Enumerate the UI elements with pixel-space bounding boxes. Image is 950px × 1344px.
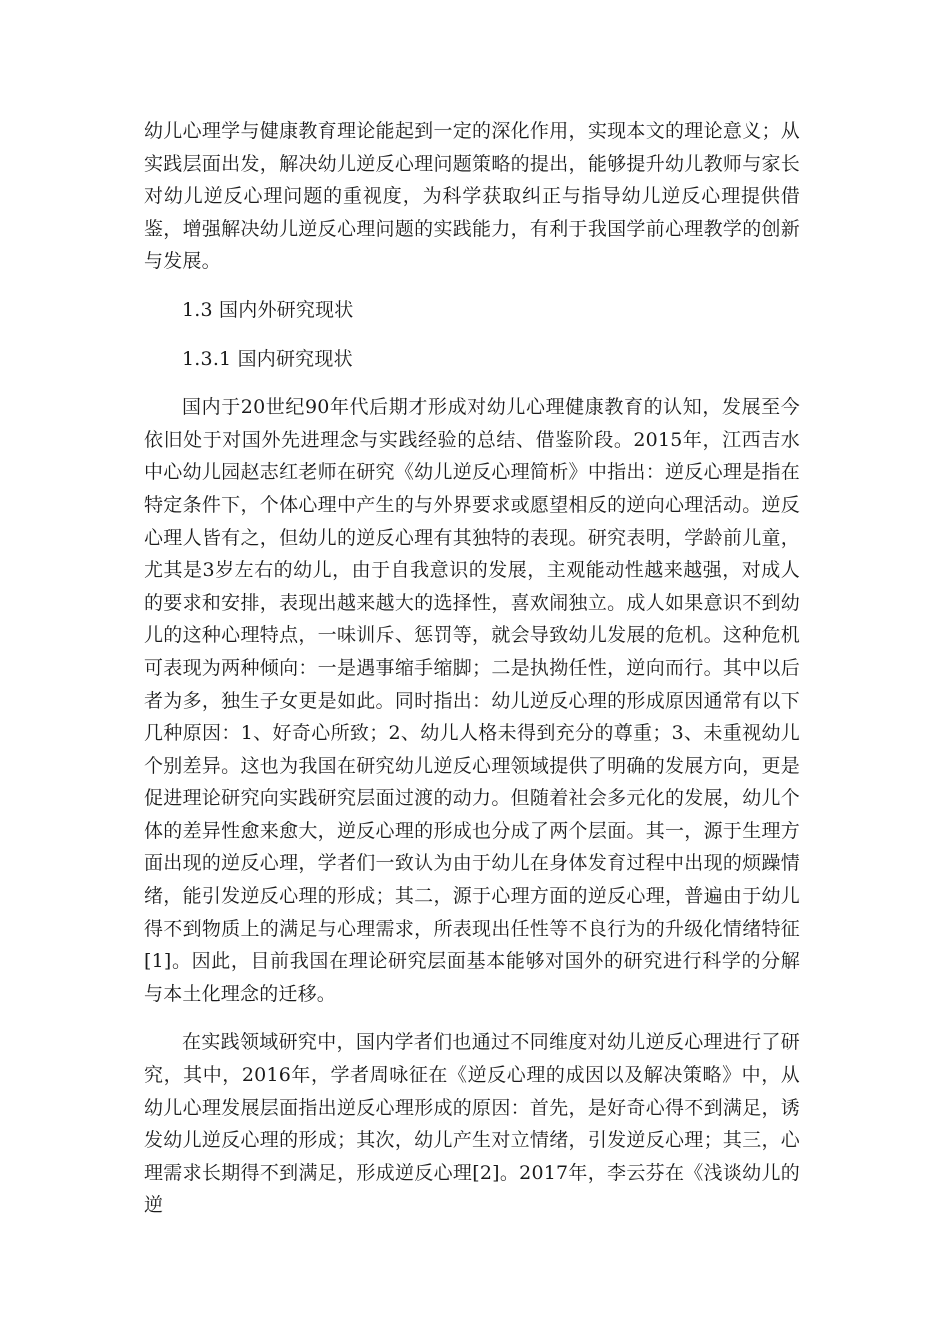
intro-paragraph: 幼儿心理学与健康教育理论能起到一定的深化作用，实现本文的理论意义；从实践层面出发，解决幼儿逆反心理问题策略的提出，能够提升幼儿教师与家长对幼儿逆反心理问题的重视度，为科学获取纠正与指导幼儿逆反心理提供借鉴，增强解决幼儿逆反心理问题的实践能力，有利于我国学前心理教学的创新与发展。 [144, 120, 800, 273]
section-heading: 1.3 国内外研究现状 [182, 298, 354, 321]
body-paragraph-1: 国内于20世纪90年代后期才形成对幼儿心理健康教育的认知，发展至今依旧处于对国外先进理念与实践经验的总结、借鉴阶段。2015年，江西吉水中心幼儿园赵志红老师在研究《幼儿逆反心理简析》中指出：逆反心理是指在特定条件下，个体心理中产生的与外界要求或愿望相反的逆向心理活动。逆反心理人皆有之，但幼儿的逆反心理有其独特的表现。研究表明，学龄前儿童，尤其是3岁左右的幼儿，由于自我意识的发展，主观能动性越来越强，对成人的要求和安排，表现出越来越大的选择性，喜欢闹独立。成人如果意识不到幼儿的这种心理特点，一味训斥、惩罚等，就会导致幼儿发展的危机。这种危机可表现为两种倾向：一是遇事缩手缩脚；二是执拗任性，逆向而行。其中以后者为多，独生子女更是如此。同时指出：幼儿逆反心理的形成原因通常有以下几种原因：1、好奇心所致；2、幼儿人格未得到充分的尊重；3、未重视幼儿个别差异。这也为我国在研究幼儿逆反心理领域提供了明确的发展方向，更是促进理论研究向实践研究层面过渡的动力。但随着社会多元化的发展，幼儿个体的差异性愈来愈大，逆反心理的形成也分成了两个层面。其一，源于生理方面出现的逆反心理，学者们一致认为由于幼儿在身体发育过程中出现的烦躁情绪，能引发逆反心理的形成；其二，源于心理方面的逆反心理，普遍由于幼儿得不到物质上的满足与心理需求，所表现出任性等不良行为的升级化情绪特征[1]。因此，目前我国在理论研究层面基本能够对国外的研究进行科学的分解与本土化理念的迁移。 [144, 396, 800, 1005]
body-paragraph-2: 在实践领域研究中，国内学者们也通过不同维度对幼儿逆反心理进行了研究，其中，2016年，学者周咏征在《逆反心理的成因以及解决策略》中，从幼儿心理发展层面指出逆反心理形成的原因：首先，是好奇心得不到满足，诱发幼儿逆反心理的形成；其次，幼儿产生对立情绪，引发逆反心理；其三，心理需求长期得不到满足，形成逆反心理[2]。2017年，李云芬在《浅谈幼儿的逆 [144, 1031, 800, 1217]
subsection-heading: 1.3.1 国内研究现状 [182, 347, 353, 370]
document-page [144, 115, 800, 1222]
